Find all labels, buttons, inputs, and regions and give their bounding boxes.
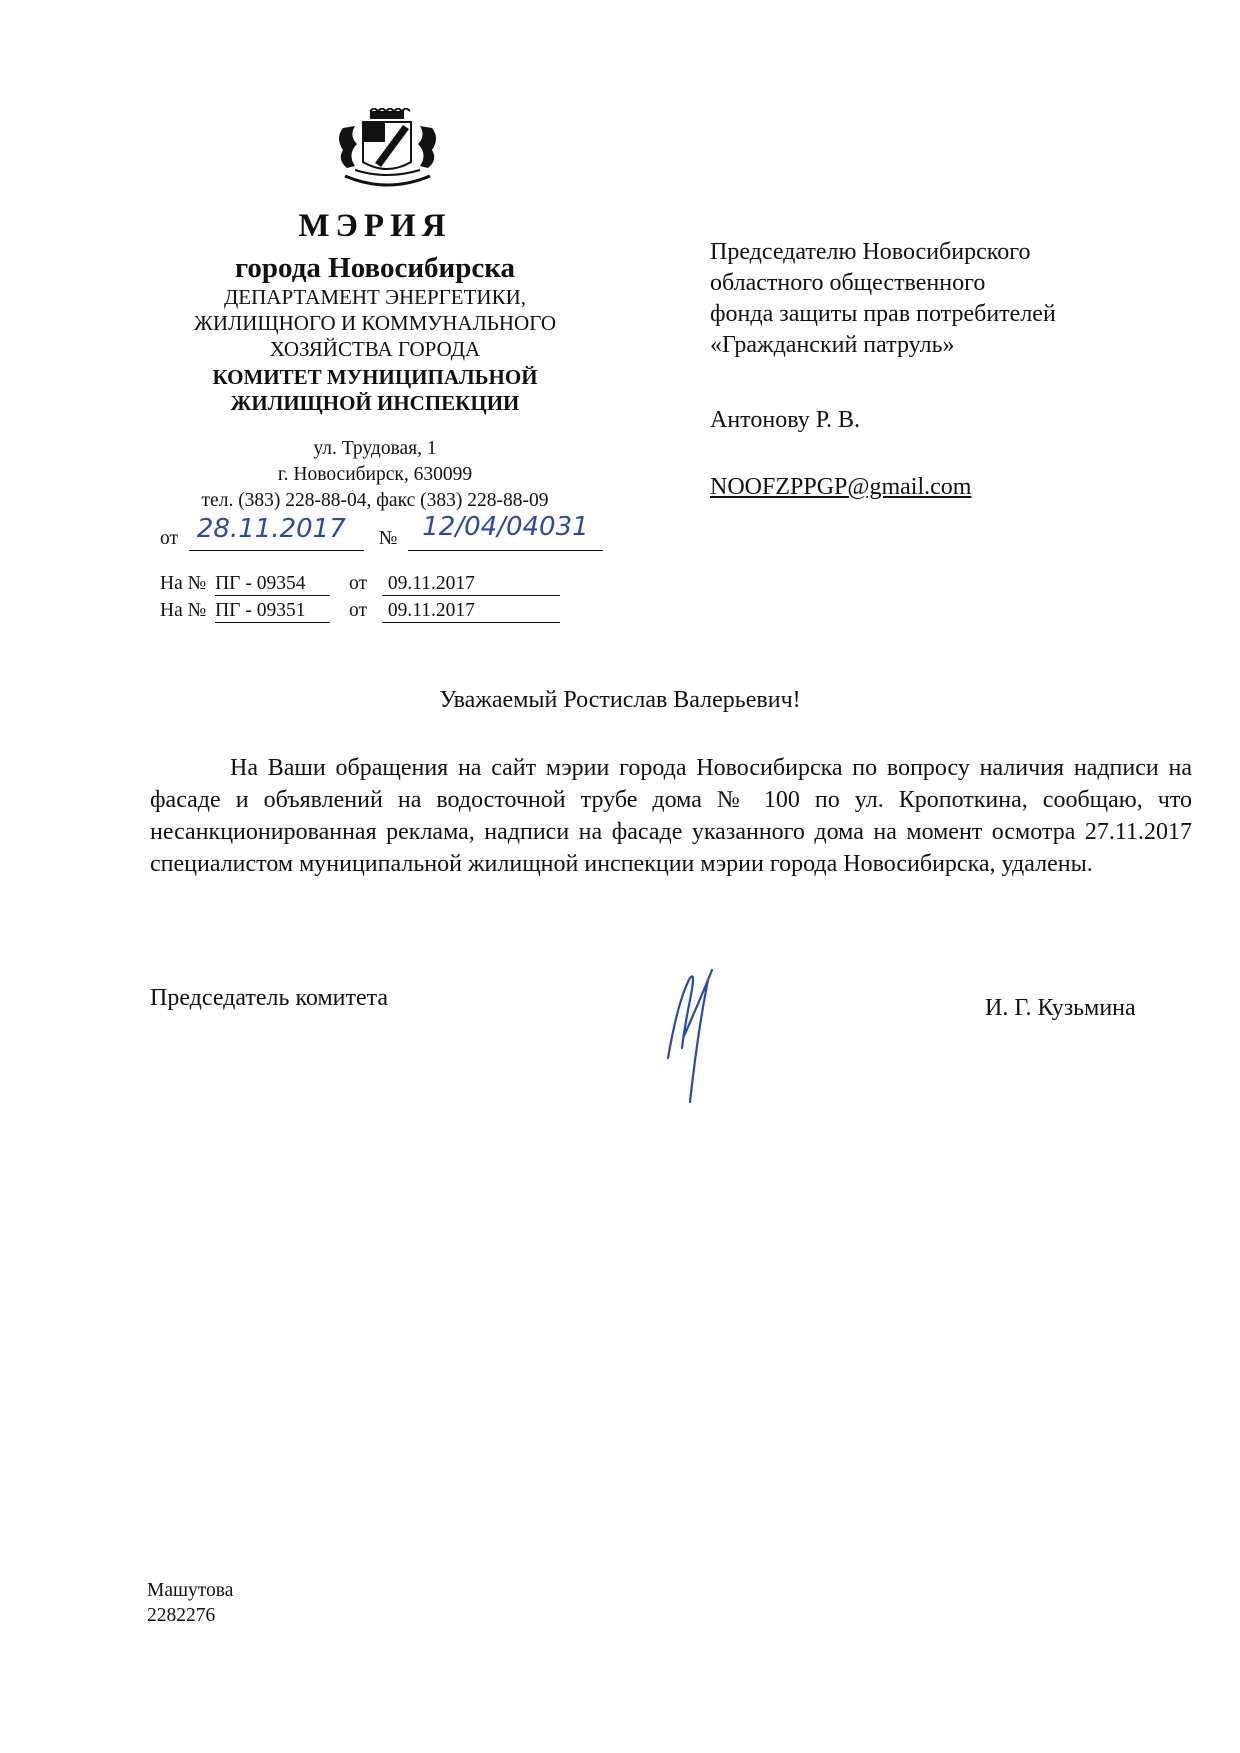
committee-line: ЖИЛИЩНОЙ ИНСПЕКЦИИ bbox=[230, 391, 520, 415]
recipient-email-link[interactable]: NOOFZPPGP@gmail.com bbox=[710, 474, 972, 500]
recipient-line: областного общественного bbox=[710, 270, 986, 296]
letter-body: На Ваши обращения на сайт мэрии города Новосибирска по вопросу наличия надписи на фасаде и объявлений на водосточной трубе дома № 100 по ул. Кропоткина, сообщаю, что несанкционированная реклама, надписи на фасаде указанного дома на момент осмотра 27.11.2017 специалистом муниципальной жилищной инспекции мэрии города Новосибирска, удалены. bbox=[150, 755, 1192, 877]
department-line: ХОЗЯЙСТВА ГОРОДА bbox=[269, 337, 481, 361]
registration-line bbox=[160, 512, 603, 551]
greeting: Уважаемый Ростислав Валерьевич! bbox=[439, 687, 801, 713]
recipient-organization bbox=[710, 237, 1056, 361]
reference-date: 09.11.2017 bbox=[382, 600, 560, 623]
coat-of-arms-icon bbox=[325, 108, 450, 190]
handwritten-number: 12/04/04031 bbox=[422, 512, 589, 542]
reference-prefix: На № bbox=[160, 600, 207, 621]
reference-from-label: от bbox=[348, 573, 367, 594]
recipient-line: Председателю Новосибирского bbox=[710, 239, 1031, 265]
reference-from-label: от bbox=[348, 600, 367, 621]
department-name bbox=[140, 284, 610, 362]
signatory-name: И. Г. Кузьмина bbox=[985, 995, 1136, 1021]
signatory-position: Председатель комитета bbox=[150, 985, 389, 1011]
from-label: от bbox=[160, 528, 179, 549]
outgoing-number-field bbox=[408, 512, 603, 551]
committee-line: КОМИТЕТ МУНИЦИПАЛЬНОЙ bbox=[212, 365, 538, 389]
reference-row bbox=[160, 573, 560, 596]
recipient-line: «Гражданский патруль» bbox=[710, 332, 955, 358]
committee-name bbox=[140, 364, 610, 416]
org-subtitle: города Новосибирска bbox=[234, 252, 516, 284]
reference-date: 09.11.2017 bbox=[382, 573, 560, 596]
department-line: ЖИЛИЩНОГО И КОММУНАЛЬНОГО bbox=[194, 311, 556, 335]
phone-fax: тел. (383) 228-88-04, факс (383) 228-88-09 bbox=[201, 490, 549, 511]
reference-prefix: На № bbox=[160, 573, 207, 594]
recipient-name: Антонову Р. В. bbox=[710, 407, 861, 433]
org-title: МЭРИЯ bbox=[298, 208, 452, 244]
street-address: ул. Трудовая, 1 bbox=[313, 438, 437, 459]
handwritten-date: 28.11.2017 bbox=[196, 514, 346, 544]
handwritten-signature-icon bbox=[660, 960, 780, 1120]
department-line: ДЕПАРТАМЕНТ ЭНЕРГЕТИКИ, bbox=[223, 285, 527, 309]
reference-number: ПГ - 09354 bbox=[215, 573, 330, 596]
number-label: № bbox=[378, 528, 398, 549]
address-block bbox=[140, 436, 610, 514]
reference-number: ПГ - 09351 bbox=[215, 600, 330, 623]
recipient-line: фонда защиты прав потребителей bbox=[710, 301, 1056, 327]
outgoing-date-field bbox=[189, 514, 364, 551]
reference-row bbox=[160, 600, 560, 623]
executor-name: Машутова bbox=[147, 1580, 234, 1601]
executor-phone: 2282276 bbox=[147, 1605, 216, 1626]
city-postcode: г. Новосибирск, 630099 bbox=[277, 464, 473, 485]
